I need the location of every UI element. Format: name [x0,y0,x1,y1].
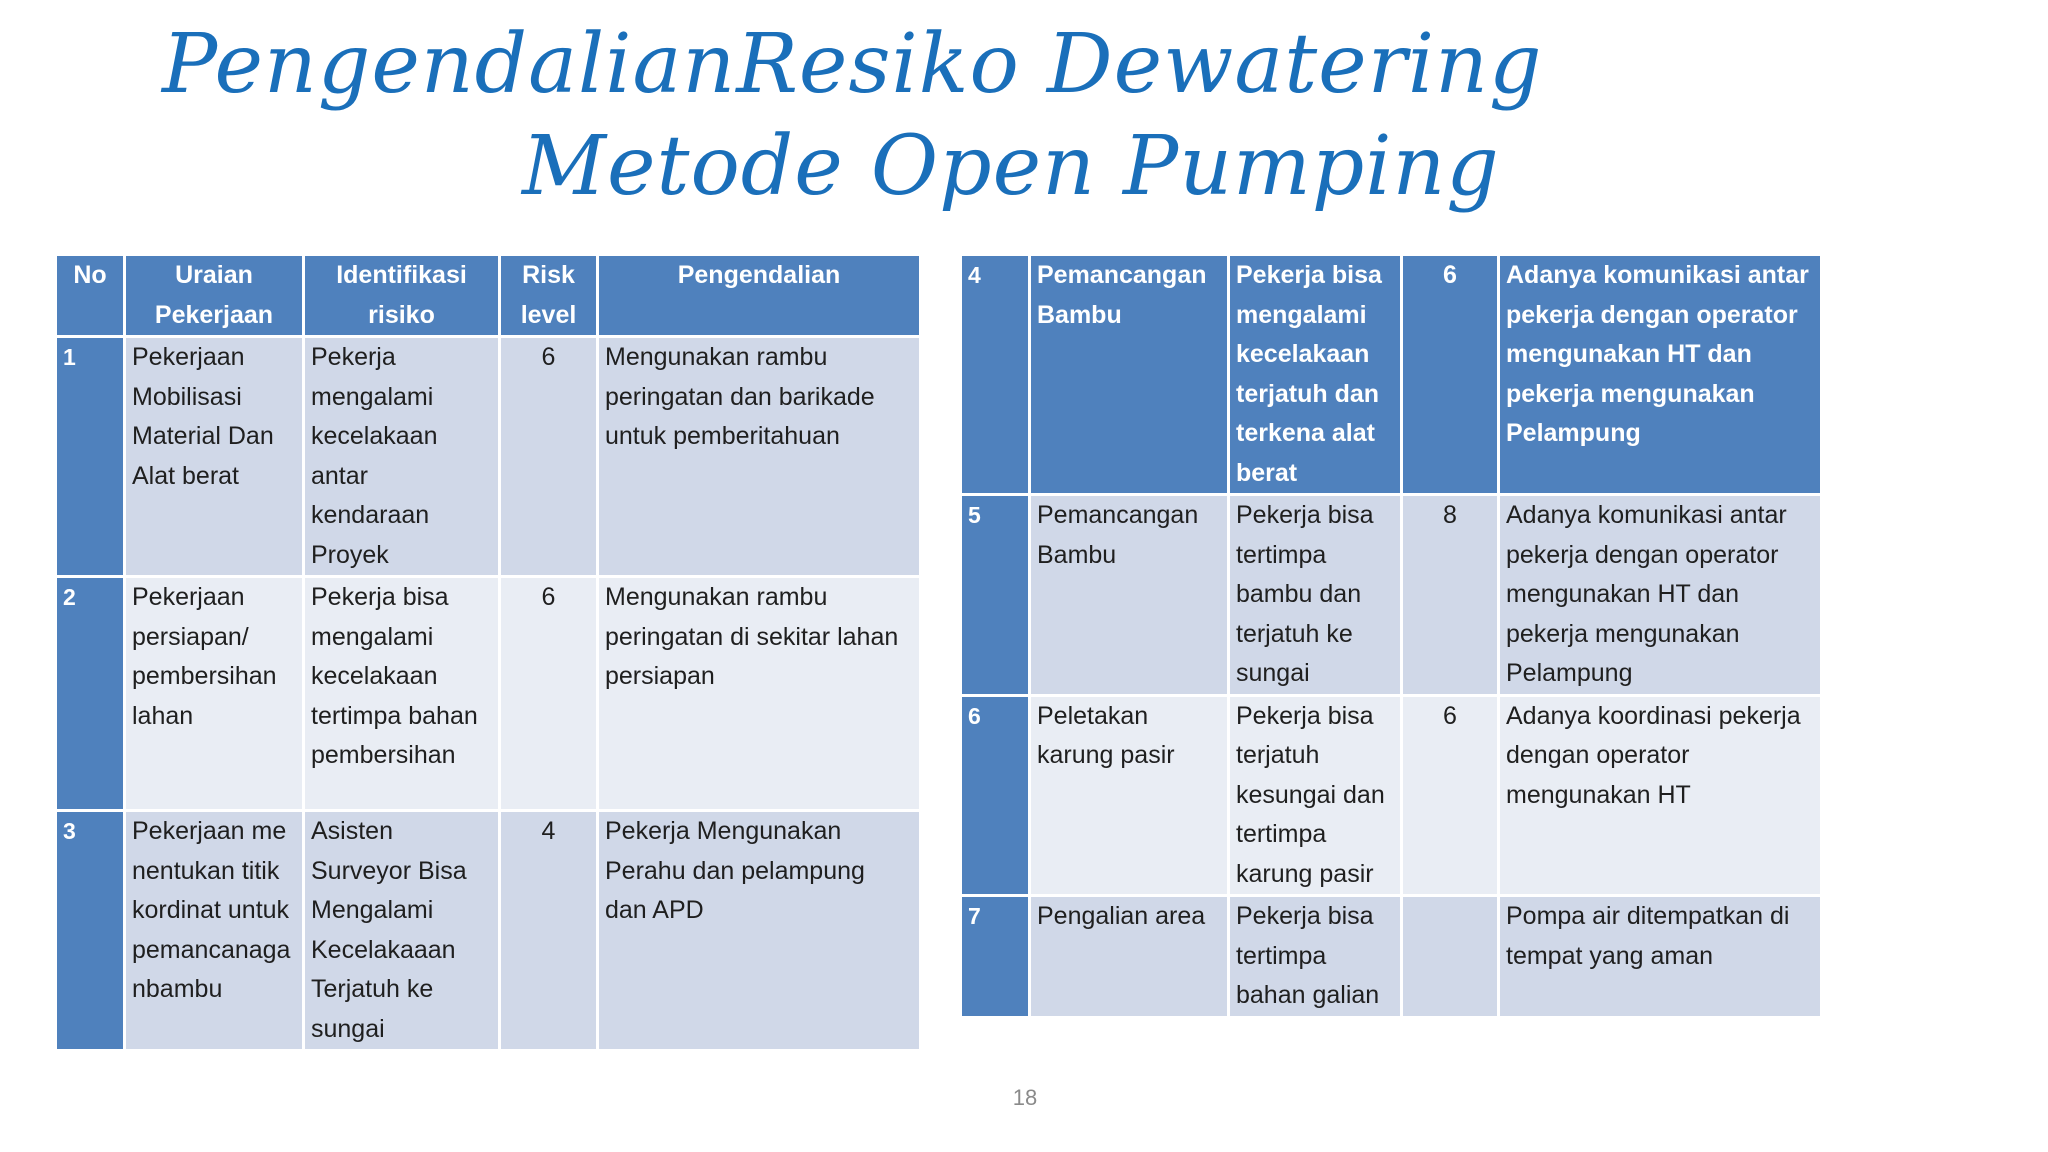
risk-level-cell [1403,897,1497,1016]
pengendalian-cell: Mengunakan rambu peringatan dan barikade untuk pemberitahuan [599,338,919,575]
row-number: 3 [57,812,123,1049]
identifikasi-risiko-cell: Pekerja bisa tertimpa bahan galian [1230,897,1400,1016]
pengendalian-cell: Pompa air ditempatkan di tempat yang aman [1500,897,1820,1016]
identifikasi-risiko-cell: Asisten Surveyor Bisa Mengalami Kecelakaaan Terjatuh ke sungai [305,812,498,1049]
uraian-pekerjaan-cell: Peletakan karung pasir [1031,697,1227,895]
slide-title-line-2: Metode Open Pumping [522,119,1500,214]
row-number: 4 [962,256,1028,493]
risk-control-table-right [959,253,1823,1019]
table-row [962,256,1820,493]
header-risk-level: Risk level [501,256,596,335]
uraian-pekerjaan-cell: Pengalian area [1031,897,1227,1016]
slide-title-line-1: PengendalianResiko Dewatering [162,17,1543,112]
risk-level-cell: 6 [1403,697,1497,895]
uraian-pekerjaan-cell: Pemancangan Bambu [1031,256,1227,493]
pengendalian-cell: Adanya komunikasi antar pekerja dengan operator mengunakan HT dan pekerja mengunakan Pelampung [1500,256,1820,493]
identifikasi-risiko-cell: Pekerja bisa mengalami kecelakaan terjatuh dan terkena alat berat [1230,256,1400,493]
pengendalian-cell: Adanya koordinasi pekerja dengan operator mengunakan HT [1500,697,1820,895]
header-no: No [57,256,123,335]
row-number: 6 [962,697,1028,895]
table-row [57,338,919,575]
uraian-pekerjaan-cell: Pekerjaan Mobilisasi Material Dan Alat berat [126,338,302,575]
table-row [962,496,1820,694]
pengendalian-cell: Pekerja Mengunakan Perahu dan pelampung dan APD [599,812,919,1049]
risk-level-cell: 6 [1403,256,1497,493]
table-row [962,697,1820,895]
row-number: 1 [57,338,123,575]
uraian-pekerjaan-cell: Pekerjaan persiapan/ pembersihan lahan [126,578,302,809]
header-pengendalian: Pengendalian [599,256,919,335]
header-uraian-pekerjaan: Uraian Pekerjaan [126,256,302,335]
risk-control-table-left [54,253,922,1052]
risk-level-cell: 6 [501,578,596,809]
uraian-pekerjaan-cell: Pekerjaan menentukan titik kordinat untuk pemancanaganbambu [126,812,302,1049]
risk-level-cell: 8 [1403,496,1497,694]
page-number: 18 [1012,1085,1038,1110]
risk-level-cell: 4 [501,812,596,1049]
table-row [57,578,919,809]
row-number: 2 [57,578,123,809]
identifikasi-risiko-cell: Pekerja bisa tertimpa bambu dan terjatuh ke sungai [1230,496,1400,694]
table-row [57,812,919,1049]
table-header-row [57,256,919,335]
pengendalian-cell: Adanya komunikasi antar pekerja dengan operator mengunakan HT dan pekerja mengunakan Pelampung [1500,496,1820,694]
identifikasi-risiko-cell: Pekerja mengalami kecelakaan antar kendaraan Proyek [305,338,498,575]
uraian-pekerjaan-cell: Pemancangan Bambu [1031,496,1227,694]
identifikasi-risiko-cell: Pekerja bisa mengalami kecelakaan tertimpa bahan pembersihan [305,578,498,809]
identifikasi-risiko-cell: Pekerja bisa terjatuh kesungai dan tertimpa karung pasir [1230,697,1400,895]
row-number: 5 [962,496,1028,694]
table-row [962,897,1820,1016]
pengendalian-cell: Mengunakan rambu peringatan di sekitar lahan persiapan [599,578,919,809]
header-identifikasi-risiko: Identifikasi risiko [305,256,498,335]
row-number: 7 [962,897,1028,1016]
risk-level-cell: 6 [501,338,596,575]
